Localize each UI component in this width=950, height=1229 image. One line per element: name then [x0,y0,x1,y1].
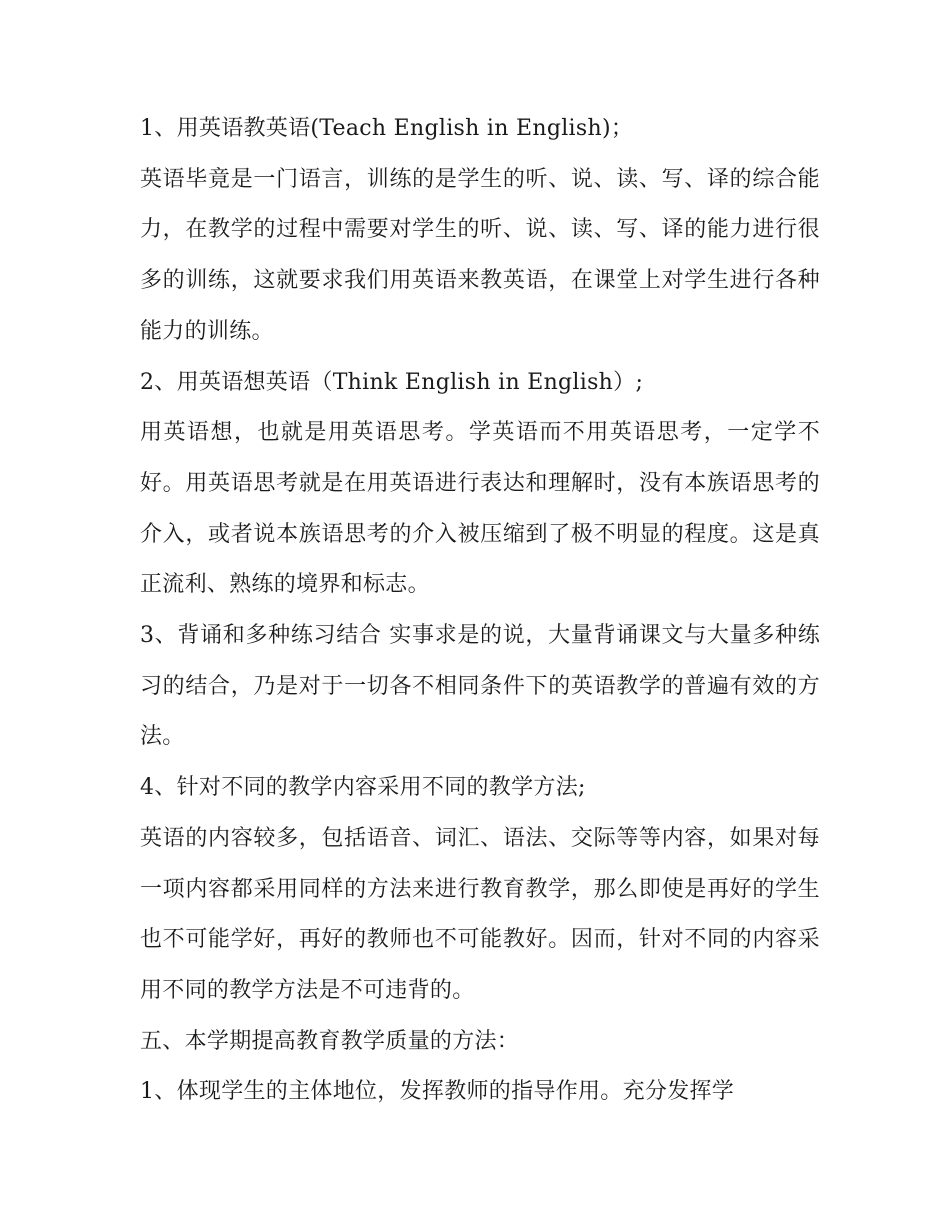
item-2-body: 用英语想，也就是用英语思考。学英语而不用英语思考，一定学不好。用英语思考就是在用英语进行表达和理解时，没有本族语思考的介入，或者说本族语思考的介入被压缩到了极不明显的程度。这是真正流利、熟练的境界和标志。 [140,420,820,598]
document-body [140,104,820,1118]
section-5-item-1: 1、体现学生的主体地位，发挥教师的指导作用。充分发挥学 [140,1079,735,1105]
item-4-heading: 4、针对不同的教学内容采用不同的教学方法; [140,775,586,801]
item-2-heading: 2、用英语想英语（Think English in English）; [140,369,644,395]
section-5-heading: 五、本学期提高教育教学质量的方法： [140,1028,520,1054]
item-1-body: 英语毕竟是一门语言，训练的是学生的听、说、读、写、译的综合能力，在教学的过程中需要对学生的听、说、读、写、译的能力进行很多的训练，这就要求我们用英语来教英语，在课堂上对学生进行各种能力的训练。 [140,166,820,344]
item-4-body: 英语的内容较多，包括语音、词汇、语法、交际等等内容，如果对每一项内容都采用同样的方法来进行教育教学，那么即使是再好的学生也不可能学好，再好的教师也不可能教好。因而，针对不同的内容采用不同的教学方法是不可违背的。 [140,825,820,1003]
item-1-heading: 1、用英语教英语(Teach English in English)； [140,116,634,141]
item-3-paragraph: 3、背诵和多种练习结合 实事求是的说，大量背诵课文与大量多种练习的结合，乃是对于一切各不相同条件下的英语教学的普遍有效的方法。 [140,623,820,750]
